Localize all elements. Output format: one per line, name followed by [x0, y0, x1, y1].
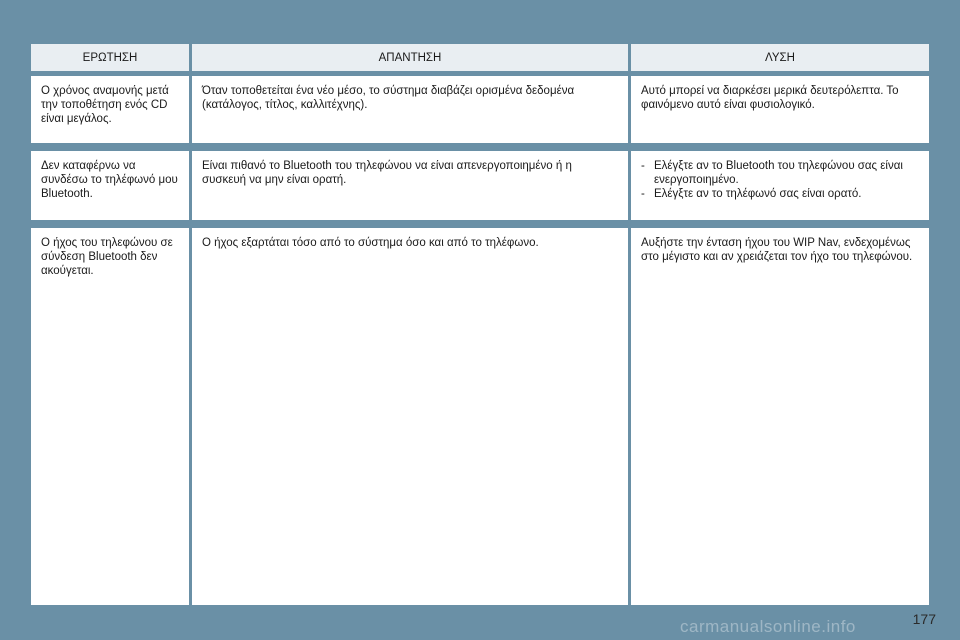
table-row	[31, 151, 929, 220]
table-row	[31, 228, 929, 605]
answer-cell: Ο ήχος εξαρτάται τόσο από το σύστημα όσο και από το τηλέφωνο.	[192, 228, 628, 605]
table-row	[31, 76, 929, 143]
solution-cell: Αυτό μπορεί να διαρκέσει μερικά δευτερόλεπτα. Το φαινόμενο αυτό είναι φυσιολογικό.	[631, 76, 929, 143]
question-cell: Ο χρόνος αναμονής μετά την τοποθέτηση ενός CD είναι μεγάλος.	[31, 76, 189, 143]
question-cell: Ο ήχος του τηλεφώνου σε σύνδεση Bluetooth δεν ακούγεται.	[31, 228, 189, 605]
question-cell: Δεν καταφέρνω να συνδέσω το τηλέφωνό μου Bluetooth.	[31, 151, 189, 220]
solution-cell	[631, 151, 929, 220]
watermark: carmanualsonline.info	[680, 617, 856, 636]
page-number: 177	[912, 611, 936, 627]
answer-cell: Όταν τοποθετείται ένα νέο μέσο, το σύστημα διαβάζει ορισμένα δεδομένα (κατάλογος, τίτλος, καλλιτέχνης).	[192, 76, 628, 143]
header-question: ΕΡΩΤΗΣΗ	[31, 44, 189, 71]
table-header-row	[31, 44, 929, 71]
solution-list-item: - Ελέγξτε αν το Bluetooth του τηλεφώνου σας είναι ενεργοποιημένο.	[641, 160, 903, 186]
troubleshooting-table	[31, 44, 929, 605]
header-answer: ΑΠΑΝΤΗΣΗ	[192, 44, 628, 71]
header-solution: ΛΥΣΗ	[631, 44, 929, 71]
solution-list-item: - Ελέγξτε αν το τηλέφωνό σας είναι ορατό.	[641, 188, 862, 200]
solution-cell: Αυξήστε την ένταση ήχου του WIP Nav, ενδεχομένως στο μέγιστο και αν χρειάζεται τον ήχο του τηλεφώνου.	[631, 228, 929, 605]
answer-cell: Είναι πιθανό το Bluetooth του τηλεφώνου να είναι απενεργοποιημένο ή η συσκευή να μην είναι ορατή.	[192, 151, 628, 220]
